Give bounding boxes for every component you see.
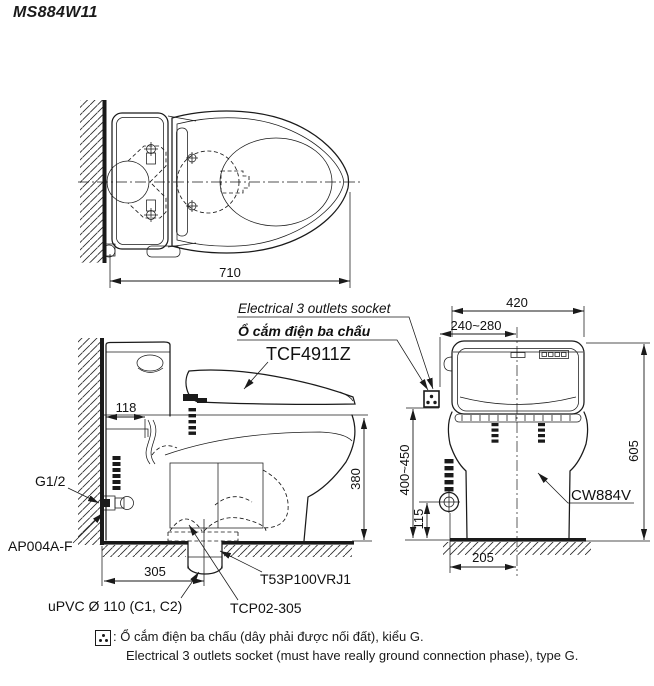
dim-front-valve-offset: 205	[472, 550, 494, 565]
label-bowl: CW884V	[571, 487, 632, 504]
label-stop-valve: AP004A-F	[8, 538, 73, 554]
label-washlet: TCF4911Z	[266, 344, 351, 364]
label-supply-thread: G1/2	[35, 473, 66, 489]
dim-top-length: 710	[219, 265, 241, 280]
dim-side-rim-height: 380	[348, 468, 363, 490]
front-fixing-bolts	[492, 423, 546, 443]
seat-fixing-bolt	[189, 408, 197, 435]
floor-hatch-left	[102, 545, 186, 557]
note-line-en: Electrical 3 outlets socket (must have really ground connection phase), type G.	[126, 648, 579, 663]
dim-front-width: 420	[506, 295, 528, 310]
dim-front-socket-offset: 240~280	[450, 318, 502, 333]
top-view	[78, 100, 360, 288]
supply-pipe-threaded	[113, 456, 121, 490]
label-flange: TCP02-305	[230, 600, 302, 616]
stop-valve-fitting	[103, 496, 134, 510]
dim-front-total-height: 605	[626, 440, 641, 462]
floor-hatch-front	[443, 542, 591, 555]
dim-front-valve-height: 115	[411, 508, 426, 530]
supply-valve-symbol	[438, 459, 460, 513]
label-drain-socket: T53P100VRJ1	[260, 571, 352, 587]
dim-front-socket-height: 400~450	[397, 444, 412, 496]
wall-hatch-side	[78, 338, 100, 545]
label-socket-en: Electrical 3 outlets socket	[238, 301, 391, 316]
note-socket-icon	[95, 630, 111, 646]
dim-side-wall-offset: 118	[115, 400, 137, 415]
wall-hatch-top	[80, 100, 103, 263]
label-socket-vi: Ổ cắm điện ba chấu	[238, 323, 371, 339]
electrical-socket-symbol	[424, 391, 439, 407]
floor-hatch-right	[224, 545, 352, 557]
side-view	[8, 338, 372, 616]
model-number-title: MS884W11	[13, 4, 98, 21]
dim-side-rough-in: 305	[144, 564, 166, 579]
label-drain-pipe: uPVC Ø 110 (C1, C2)	[48, 598, 183, 614]
note-line-vi: : Ổ cắm điện ba chấu (dây phải được nối đất), kiểu G.	[113, 629, 424, 644]
front-view	[397, 295, 650, 576]
